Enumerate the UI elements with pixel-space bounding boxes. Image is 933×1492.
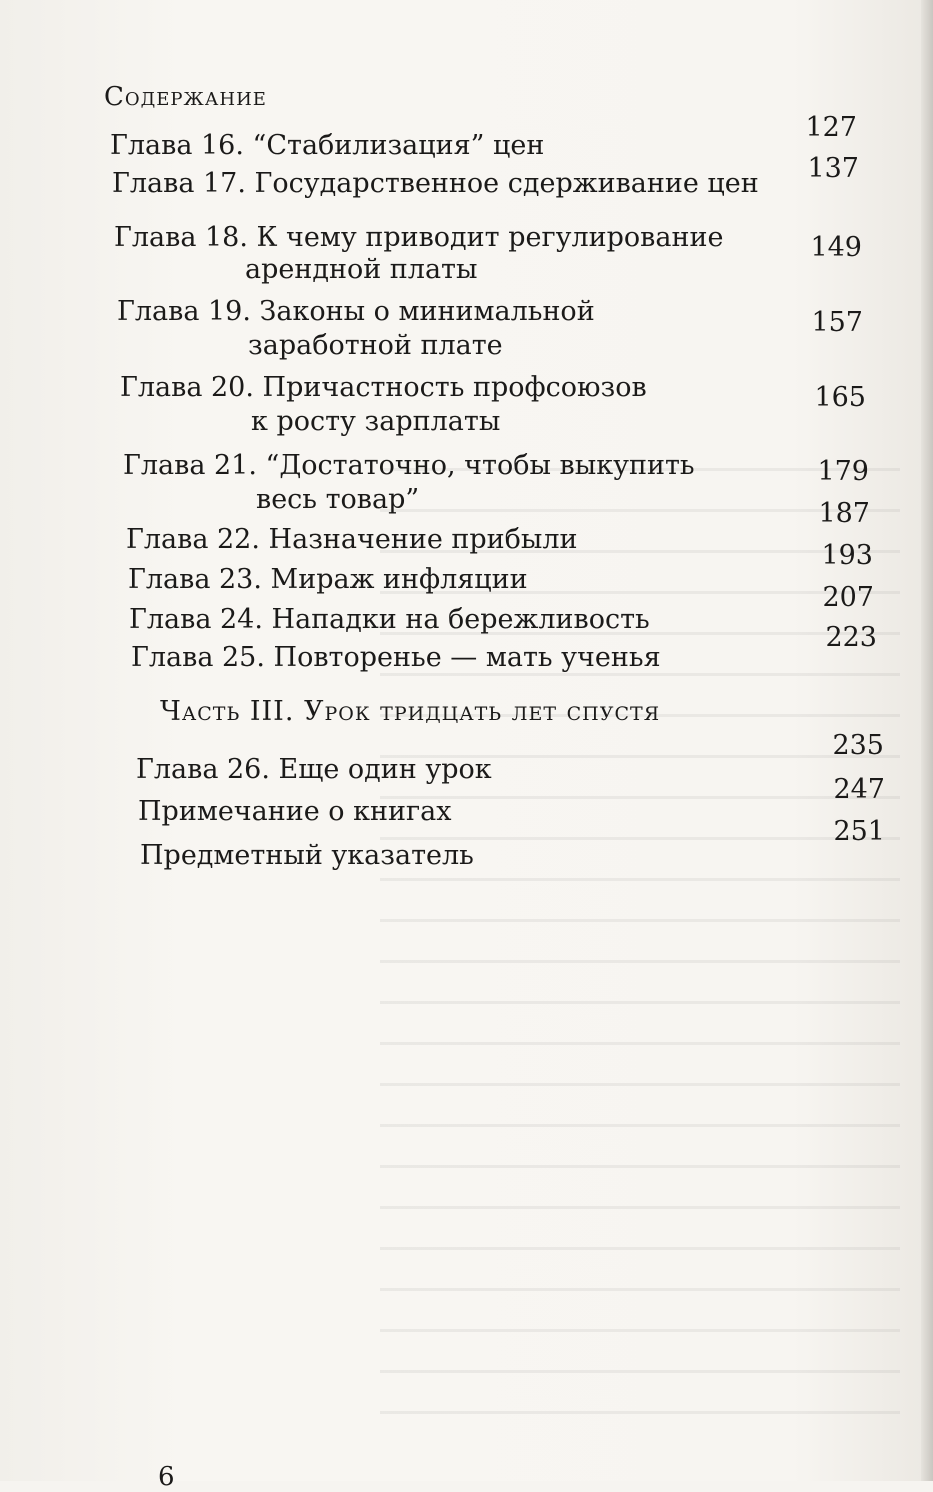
page-number: 223 xyxy=(825,622,877,653)
chapter-number: Глава 22. xyxy=(126,524,260,555)
toc-entry xyxy=(110,128,544,164)
page-number: 165 xyxy=(814,382,866,413)
chapter-title: Нападки на бережливость xyxy=(271,604,650,635)
page-number: 157 xyxy=(811,307,863,338)
chapter-number: Глава 16. xyxy=(110,130,244,161)
toc-entry xyxy=(136,752,492,788)
chapter-title: “Стабилизация” цен xyxy=(252,130,545,161)
chapter-number: Глава 25. xyxy=(131,642,265,673)
chapter-title: Законы о минимальной xyxy=(259,296,595,327)
toc-entry xyxy=(117,294,595,330)
toc-entry xyxy=(123,448,695,484)
toc-entry xyxy=(140,838,474,874)
chapter-number: Глава 20. xyxy=(120,372,254,403)
toc-entry xyxy=(131,640,661,676)
toc-entry xyxy=(138,794,451,830)
page-number: 207 xyxy=(822,582,874,613)
page-number: 251 xyxy=(833,816,885,847)
toc-entry xyxy=(129,602,650,638)
chapter-number: Глава 26. xyxy=(136,754,270,785)
chapter-title-continued: заработной плате xyxy=(248,330,503,361)
chapter-title-continued: весь товар” xyxy=(256,484,420,515)
toc-entry xyxy=(112,166,759,202)
chapter-number: Глава 17. xyxy=(112,168,246,199)
page-number: 127 xyxy=(805,112,857,143)
page-number: 247 xyxy=(833,774,885,805)
section-title: Предметный указатель xyxy=(140,840,474,871)
page-number: 235 xyxy=(832,730,884,761)
page-number: 193 xyxy=(821,540,873,571)
chapter-title-continued: к росту зарплаты xyxy=(251,406,501,437)
page-number: 187 xyxy=(818,498,870,529)
section-title: Примечание о книгах xyxy=(138,796,452,827)
chapter-title: Повторенье — мать ученья xyxy=(273,642,661,673)
chapter-title: К чему приводит регулирование xyxy=(256,222,724,253)
folio-page-number: 6 xyxy=(158,1462,175,1492)
chapter-number: Глава 19. xyxy=(117,296,251,327)
page-number: 149 xyxy=(810,232,862,263)
chapter-title: Государственное сдерживание цен xyxy=(254,168,759,199)
chapter-title: Еще один урок xyxy=(278,754,492,785)
chapter-title: “Достаточно, чтобы выкупить xyxy=(265,450,695,481)
chapter-title: Назначение прибыли xyxy=(268,524,578,555)
toc-entry xyxy=(128,562,528,598)
chapter-title: Причастность профсоюзов xyxy=(262,372,647,403)
running-header: Содержание xyxy=(104,82,267,112)
toc-entry xyxy=(120,370,647,406)
chapter-number: Глава 21. xyxy=(123,450,257,481)
chapter-title-continued: арендной платы xyxy=(245,254,478,285)
toc-entry xyxy=(126,522,578,558)
chapter-number: Глава 18. xyxy=(114,222,248,253)
toc-entry xyxy=(114,220,723,256)
part-heading: Часть III. Урок тридцать лет спустя xyxy=(160,696,661,727)
page-number: 179 xyxy=(817,456,869,487)
page-spine-shadow xyxy=(921,0,933,1481)
chapter-title: Мираж инфляции xyxy=(270,564,528,595)
chapter-number: Глава 23. xyxy=(128,564,262,595)
chapter-number: Глава 24. xyxy=(129,604,263,635)
page-number: 137 xyxy=(807,153,859,184)
